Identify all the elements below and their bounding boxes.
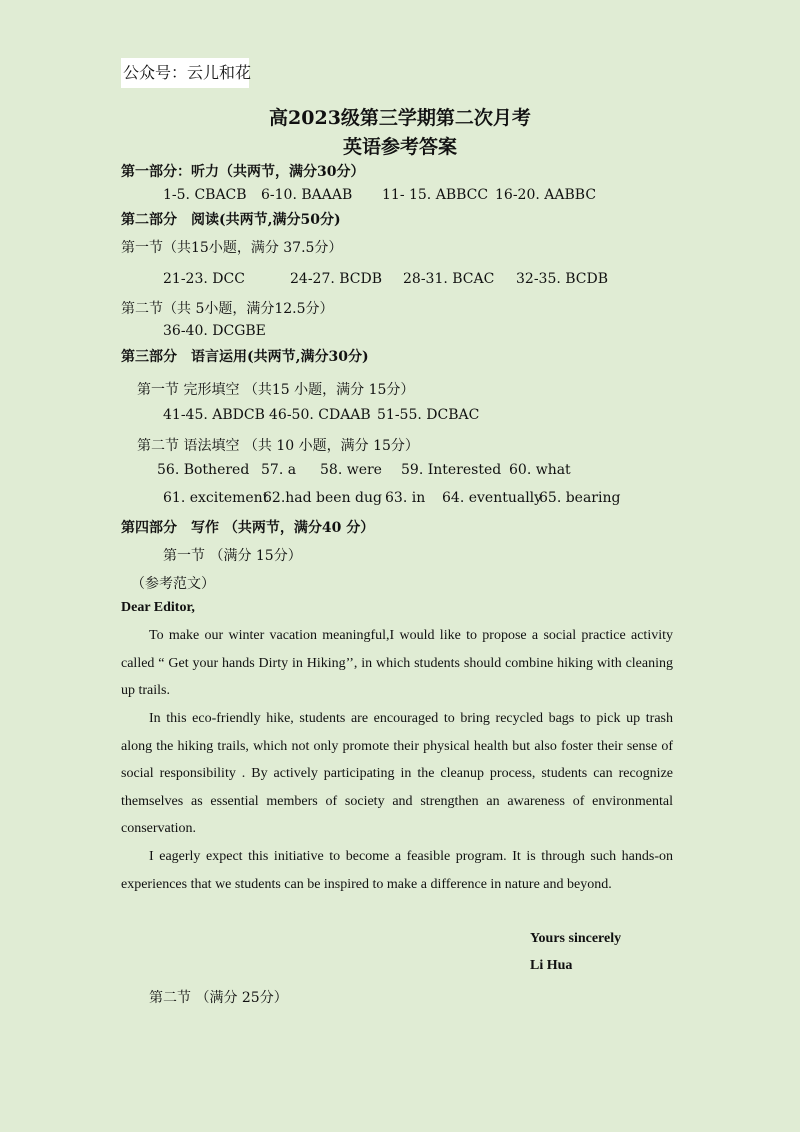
part4-section2: 第二节 （满分 25分）	[149, 990, 288, 1006]
answer-group: 32-35. BCDB	[516, 271, 609, 287]
answer-item: 58. were	[320, 462, 382, 478]
answer-group: 51-55. DCBAC	[377, 407, 480, 423]
answer-item: 60. what	[509, 462, 571, 478]
part3-section1: 第一节 完形填空 （共15 小题，满分 15分）	[137, 382, 415, 398]
page-title: 高2023级第三学期第二次月考	[269, 107, 531, 129]
sample-label: （参考范文）	[131, 576, 215, 592]
answer-item: 65. bearing	[539, 490, 621, 506]
part2-section2-answers: 36-40. DCGBE	[163, 323, 266, 339]
part4-section1: 第一节 （满分 15分）	[163, 548, 302, 564]
letter-paragraph: I eagerly expect this initiative to become a feasible program. It is through such hands-on experiences that we students can be inspired to make a difference in nature and beyond.	[121, 849, 673, 892]
answer-group: 11- 15. ABBCC	[382, 187, 489, 203]
answer-group: 1-5. CBACB	[163, 187, 247, 203]
letter-paragraph: In this eco-friendly hike, students are encouraged to bring recycled bags to pick up trash along the hiking trails, which not only promote their physical health but also foster their sense of social responsibility . By actively participating in the cleanup process, students can recognize themselves as essential members of society and strengthen an awareness of environmental conservation.	[121, 711, 673, 836]
part1-heading: 第一部分：听力（共两节，满分30分）	[121, 164, 365, 180]
answer-item: 62.had been dug	[263, 490, 382, 506]
answer-item: 63. in	[385, 490, 426, 506]
part2-section1: 第一节（共15小题，满分 37.5分）	[121, 240, 343, 256]
answer-item: 57. a	[261, 462, 297, 478]
answer-group: 6-10. BAAAB	[261, 187, 353, 203]
part3-section2: 第二节 语法填空 （共 10 小题，满分 15分）	[137, 438, 419, 454]
answer-group: 21-23. DCC	[163, 271, 245, 287]
answer-group: 16-20. AABBC	[495, 187, 597, 203]
answer-item: 56. Bothered	[157, 462, 250, 478]
part4-heading: 第四部分 写作 （共两节，满分40 分）	[121, 520, 375, 536]
answer-item: 59. Interested	[401, 462, 502, 478]
letter-paragraph: To make our winter vacation meaningful,I would like to propose a social practice activity called “ Get your hands Dirty in Hiking’’, in which students should combine hiking with cleaning up trails.	[121, 628, 673, 698]
letter-closing: Yours sincerely	[530, 931, 622, 946]
answer-group: 24-27. BCDB	[290, 271, 383, 287]
part3-heading: 第三部分 语言运用(共两节,满分30分)	[121, 349, 369, 365]
answer-group: 28-31. BCAC	[403, 271, 495, 287]
watermark-stamp: 公众号：云儿和花	[121, 58, 249, 88]
answer-item: 64. eventually	[442, 490, 543, 506]
answer-item: 61. excitement	[163, 490, 269, 506]
answer-group: 41-45. ABDCB	[163, 407, 265, 423]
part2-section2: 第二节（共 5小题，满分12.5分）	[121, 301, 334, 317]
page-subtitle: 英语参考答案	[342, 136, 457, 158]
letter-signature: Li Hua	[530, 958, 573, 973]
answer-group: 46-50. CDAAB	[269, 407, 371, 423]
part2-heading: 第二部分 阅读(共两节,满分50分)	[121, 212, 341, 228]
letter-greeting: Dear Editor,	[121, 600, 195, 615]
